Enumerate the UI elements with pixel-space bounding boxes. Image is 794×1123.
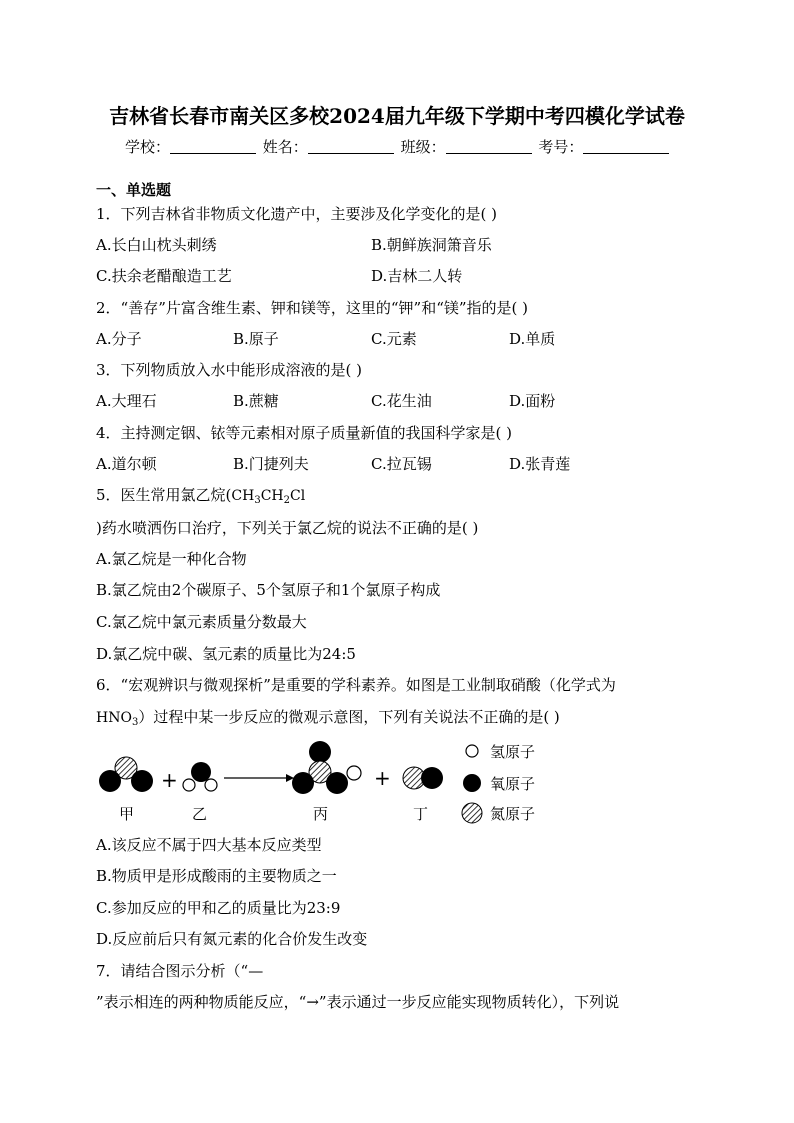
q1-option-a[interactable]: A.长白山枕头刺绣 xyxy=(96,236,217,254)
school-label: 学校： xyxy=(125,138,171,156)
label-bing: 丙 xyxy=(313,805,329,823)
question-6-stem-line2 xyxy=(96,707,560,733)
question-5-stem-line2: )药水喷洒伤口治疗，下列关于氯乙烷的说法不正确的是( ) xyxy=(96,519,479,537)
number-blank[interactable] xyxy=(583,139,669,154)
q6-formula-sub3: 3 xyxy=(131,717,139,728)
q5-option-b[interactable]: B.氯乙烷由2个碳原子、5个氢原子和1个氯原子构成 xyxy=(96,581,441,599)
q1-option-d[interactable]: D.吉林二人转 xyxy=(371,267,463,285)
hydrogen-legend-icon xyxy=(466,745,478,757)
q6-option-d[interactable]: D.反应前后只有氮元素的化合价发生改变 xyxy=(96,930,368,948)
q5-option-d[interactable]: D.氯乙烷中碳、氢元素的质量比为24:5 xyxy=(96,645,356,663)
q2-option-a[interactable]: A.分子 xyxy=(96,330,142,348)
plus-sign-1: + xyxy=(161,768,178,792)
label-jia: 甲 xyxy=(119,805,135,823)
q5-formula-sub2: 2 xyxy=(283,495,290,506)
oxygen-atom xyxy=(309,741,331,763)
q5-option-c[interactable]: C.氯乙烷中氯元素质量分数最大 xyxy=(96,613,307,631)
page-title: 吉林省长春市南关区多校2024届九年级下学期中考四模化学试卷 xyxy=(109,104,685,128)
oxygen-atom xyxy=(191,762,211,782)
q5-formula-ch2: CH xyxy=(260,488,284,504)
q5-formula-cl: Cl xyxy=(290,488,306,504)
class-blank[interactable] xyxy=(446,139,532,154)
q4-option-b[interactable]: B.门捷列夫 xyxy=(233,455,309,473)
q4-option-d[interactable]: D.张青莲 xyxy=(509,455,571,473)
hydrogen-atom xyxy=(347,766,361,780)
name-label: 姓名： xyxy=(262,138,308,156)
q4-option-c[interactable]: C.拉瓦锡 xyxy=(371,455,432,473)
q1-option-b[interactable]: B.朝鲜族洞箫音乐 xyxy=(371,236,492,254)
q2-option-d[interactable]: D.单质 xyxy=(509,330,556,348)
q6-formula-hno: HNO xyxy=(96,710,132,726)
question-2-stem: 2．“善存”片富含维生素、钾和镁等，这里的“钾”和“镁”指的是( ) xyxy=(96,299,529,317)
atom-legend xyxy=(460,738,580,833)
question-7-stem-line1: 7．请结合图示分析（“— xyxy=(96,962,264,980)
question-1-stem: 1．下列吉林省非物质文化遗产中，主要涉及化学变化的是( ) xyxy=(96,205,498,223)
hydrogen-atom xyxy=(205,779,217,791)
q2-option-b[interactable]: B.原子 xyxy=(233,330,279,348)
plus-sign-2: + xyxy=(374,766,391,790)
question-6-stem-line1: 6．“宏观辨识与微观探析”是重要的学科素养。如图是工业制取硝酸（化学式为 xyxy=(96,676,616,694)
molecule-yi xyxy=(183,762,217,791)
question-5-stem-line1 xyxy=(96,485,305,511)
legend-nitrogen: 氮原子 xyxy=(490,805,536,823)
q6-option-b[interactable]: B.物质甲是形成酸雨的主要物质之一 xyxy=(96,867,337,885)
section-heading: 一、单选题 xyxy=(96,181,172,199)
molecule-ding xyxy=(403,767,443,789)
q3-option-c[interactable]: C.花生油 xyxy=(371,392,432,410)
q5-option-a[interactable]: A.氯乙烷是一种化合物 xyxy=(96,550,247,568)
oxygen-atom xyxy=(326,772,348,794)
oxygen-atom xyxy=(292,772,314,794)
q2-option-c[interactable]: C.元素 xyxy=(371,330,417,348)
q5-formula-sub3: 3 xyxy=(254,495,261,506)
number-label: 考号： xyxy=(538,138,584,156)
nitrogen-legend-icon xyxy=(462,803,482,823)
q5-stem-part-a: 5．医生常用氯乙烷( xyxy=(96,486,232,504)
question-7-stem-line2: ”表示相连的两种物质能反应，“→”表示通过一步反应能实现物质转化），下列说 xyxy=(96,993,620,1011)
oxygen-atom xyxy=(99,770,121,792)
label-ding: 丁 xyxy=(413,805,429,823)
q6-stem-part-b: ）过程中某一步反应的微观示意图，下列有关说法不正确的是( ) xyxy=(138,708,560,726)
q4-option-a[interactable]: A.道尔顿 xyxy=(96,455,157,473)
q3-option-a[interactable]: A.大理石 xyxy=(96,392,157,410)
oxygen-legend-icon xyxy=(463,774,481,792)
q5-formula xyxy=(231,488,305,504)
legend-hydrogen: 氢原子 xyxy=(490,743,536,761)
reaction-arrow xyxy=(224,774,294,782)
question-4-stem: 4．主持测定铟、铱等元素相对原子质量新值的我国科学家是( ) xyxy=(96,424,513,442)
q5-formula-ch: CH xyxy=(231,488,255,504)
legend-oxygen: 氧原子 xyxy=(490,775,536,793)
name-blank[interactable] xyxy=(308,139,394,154)
q6-option-c[interactable]: C.参加反应的甲和乙的质量比为23:9 xyxy=(96,899,341,917)
label-yi: 乙 xyxy=(192,805,208,823)
class-label: 班级： xyxy=(400,138,446,156)
q6-formula xyxy=(96,710,138,726)
q1-option-c[interactable]: C.扶余老醋酿造工艺 xyxy=(96,267,232,285)
school-blank[interactable] xyxy=(170,139,256,154)
molecule-bing xyxy=(292,741,361,794)
q3-option-b[interactable]: B.蔗糖 xyxy=(233,392,279,410)
molecule-jia xyxy=(99,757,153,792)
q6-option-a[interactable]: A.该反应不属于四大基本反应类型 xyxy=(96,836,322,854)
oxygen-atom xyxy=(131,770,153,792)
oxygen-atom xyxy=(421,767,443,789)
q3-option-d[interactable]: D.面粉 xyxy=(509,392,556,410)
question-3-stem: 3．下列物质放入水中能形成溶液的是( ) xyxy=(96,361,363,379)
student-info-row xyxy=(125,136,671,157)
hydrogen-atom xyxy=(183,779,195,791)
